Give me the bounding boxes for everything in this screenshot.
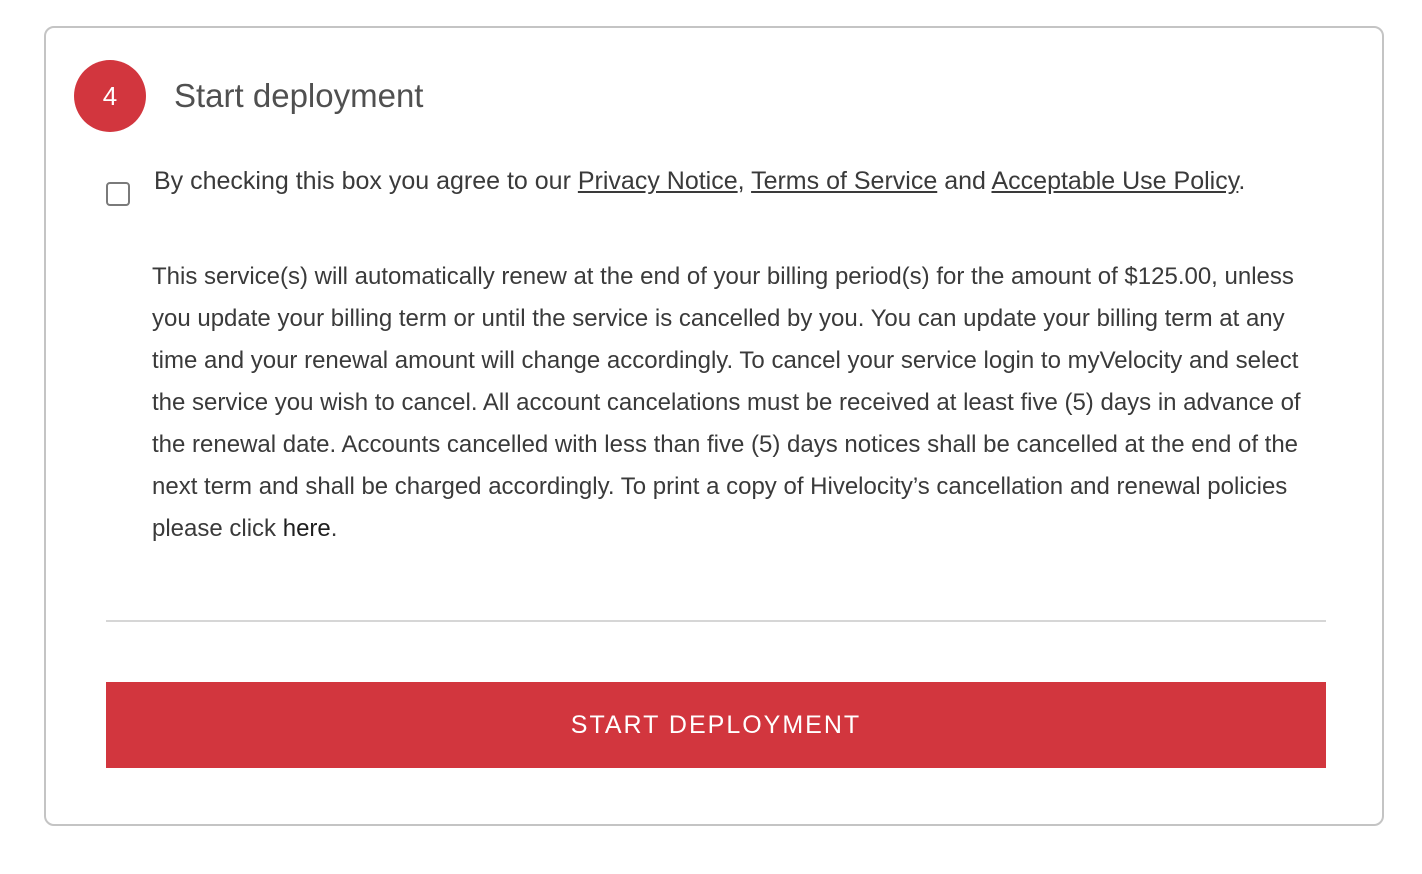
section-divider <box>106 620 1326 622</box>
agreement-suffix: . <box>1238 167 1246 195</box>
agreement-prefix: By checking this box you agree to our <box>154 167 578 195</box>
deployment-card <box>44 26 1384 826</box>
privacy-notice-link[interactable]: Privacy Notice <box>577 167 738 195</box>
renewal-end: . <box>330 515 338 542</box>
agreement-conjunction: and <box>937 167 992 195</box>
step-number-badge <box>74 60 146 132</box>
acceptable-use-policy-link[interactable]: Acceptable Use Policy <box>991 167 1239 195</box>
terms-of-service-link[interactable]: Terms of Service <box>751 167 938 195</box>
start-deployment-button[interactable]: START DEPLOYMENT <box>106 682 1326 768</box>
renewal-notice <box>152 256 1327 550</box>
renewal-body: This service(s) will automatically renew at the end of your billing period(s) for the amount of $125.00, unless you update your billing term or until the service is cancelled by you. You can update your billing term at any time and your renewal amount will change accordingly. To cancel your service login to myVelocity and select the service you wish to cancel. All account cancelations must be received at least five (5) days in advance of the renewal date. Accounts cancelled with less than five (5) days notices shall be cancelled at the end of the next term and shall be charged accordingly. To print a copy of Hivelocity’s cancellation and renewal policies please click <box>152 263 1301 542</box>
agreement-text <box>154 166 1276 196</box>
section-title: Start deployment <box>174 77 424 114</box>
step-number: 4 <box>102 80 118 111</box>
agreement-checkbox[interactable] <box>106 182 130 206</box>
policies-here-link[interactable]: here <box>282 515 331 542</box>
agreement-separator: , <box>737 167 752 195</box>
